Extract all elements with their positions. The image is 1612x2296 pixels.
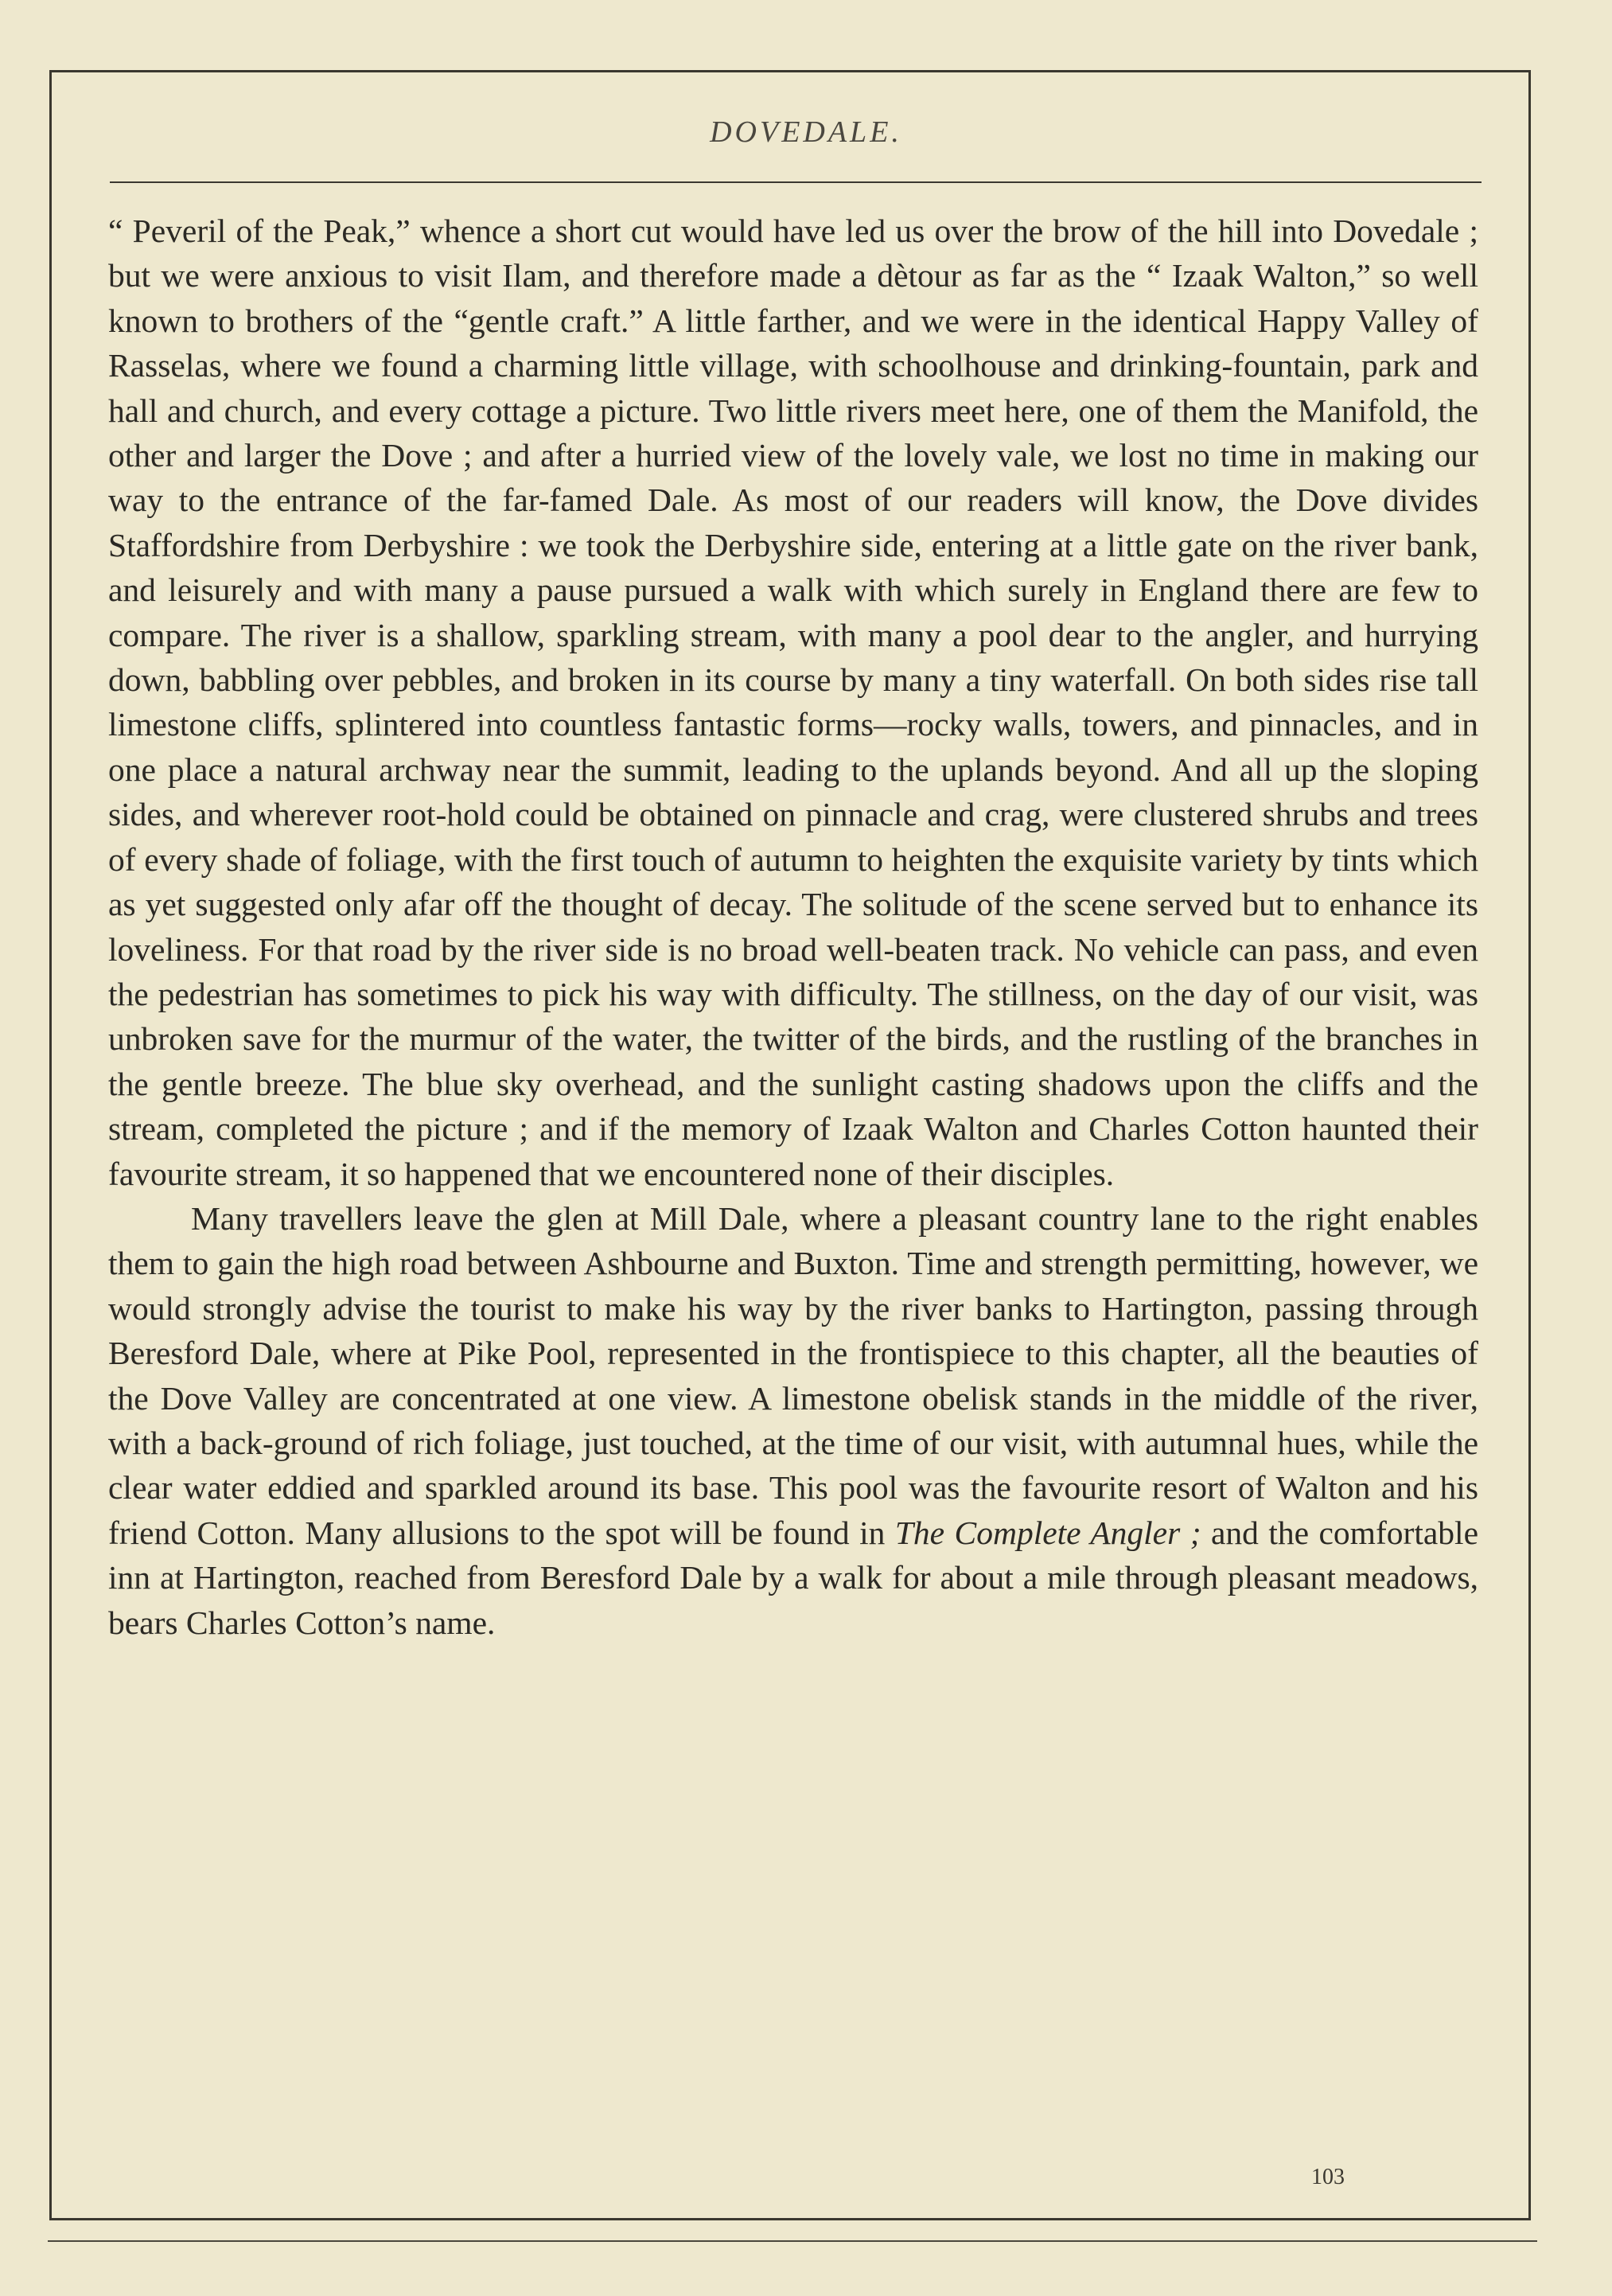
header-rule xyxy=(110,181,1482,183)
book-title: The Complete Angler ; xyxy=(894,1514,1201,1551)
running-head: DOVEDALE. xyxy=(710,115,902,149)
paragraph-2-part-1: Many travellers leave the glen at Mill Dale, where a pleasant country lane to the right enables them to gain the high road between Ashbourne and Buxton. Time and strength permitting, however, we would strongly advise the tourist to make his way by the river banks to Hartington, passing through Beresford Dale, where at Pike Pool, represented in the frontispiece to this chapter, all the beauties of the Dove Valley are concentrated at one view. A limestone obelisk stands in the middle of the river, with a back-ground of rich foliage, just touched, at the time of our visit, with autumnal hues, while the clear water eddied and sparkled around its base. This pool was the favourite resort of Walton and his friend Cotton. Many allusions to the spot will be found in xyxy=(108,1199,1478,1551)
bottom-rule xyxy=(48,2240,1537,2242)
body-text xyxy=(108,209,1478,1645)
paragraph-1: “ Peveril of the Peak,” whence a short cut would have led us over the brow of the hill into Dovedale ; but we were anxious to visit Ilam, and therefore made a dètour as far as the “ Izaak Walton,” so well known to brothers of the “gentle craft.” A little farther, and we were in the identical Happy Valley of Rasselas, where we found a charming little village, with schoolhouse and drinking-fountain, park and hall and church, and every cottage a picture. Two little rivers meet here, one of them the Manifold, the other and larger the Dove ; and after a hurried view of the lovely vale, we lost no time in making our way to the entrance of the far-famed Dale. As most of our readers will know, the Dove divides Staffordshire from Derbyshire : we took the Derbyshire side, entering at a little gate on the river bank, and leisurely and with many a pause pursued a walk with which surely in England there are few to compare. The river is a shallow, sparkling stream, with many a pool dear to the angler, and hurrying down, babbling over pebbles, and broken in its course by many a tiny waterfall. On both sides rise tall limestone cliffs, splintered into countless fantastic forms—rocky walls, towers, and pinnacles, and in one place a natural archway near the summit, leading to the uplands beyond. And all up the sloping sides, and wherever root-hold could be obtained on pinnacle and crag, were clustered shrubs and trees of every shade of foliage, with the first touch of autumn to heighten the exquisite variety by tints which as yet suggested only afar off the thought of decay. The solitude of the scene served but to enhance its loveliness. For that road by the river side is no broad well-beaten track. No vehicle can pass, and even the pedestrian has sometimes to pick his way with difficulty. The stillness, on the day of our visit, was unbroken save for the murmur of the water, the twitter of the birds, and the rustling of the branches in the gentle breeze. The blue sky overhead, and the sunlight casting shadows upon the cliffs and the stream, completed the picture ; and if the memory of Izaak Walton and Charles Cotton haunted their favourite stream, it so happened that we encountered none of their disciples. xyxy=(108,212,1478,1192)
paragraph-2 xyxy=(108,1196,1478,1645)
paragraph-2-part-2: and the comfortable inn at Hartington, reached from Beresford Dale by a walk for about a mile through pleasant meadows, bears Charles Cotton’s name. xyxy=(108,1514,1479,1641)
page-number: 103 xyxy=(1311,2165,1345,2189)
